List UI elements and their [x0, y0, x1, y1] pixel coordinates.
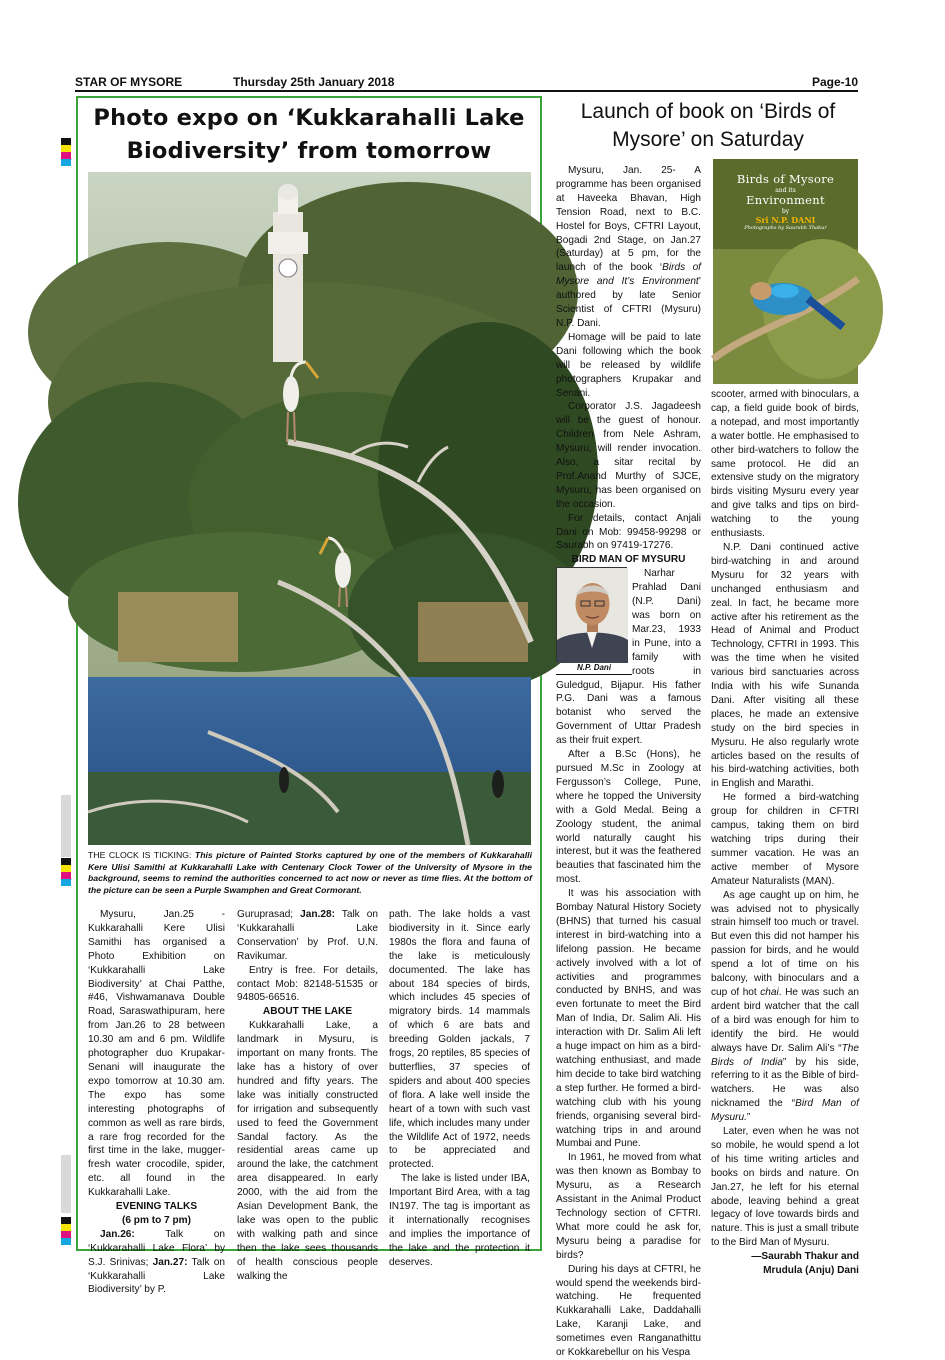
expo-paragraph: Mysuru, Jan.25 - Kukkarahalli Kere Ulisi Samithi has organised a Photo Exhibition on ‘Kukkarahalli Lake Biodiversity’ at Chai Patthe, #46, Vishwamanava Double Road, Saraswathipuram, here from Jan.26 to 28 between 10.30 am and 6 pm. Wildlife photographer duo Krupakar-Senani will inaugurate the expo tomorrow at 10.30 am. The expo has some interesting photographs of common as well as rare birds, a rare frog recorded for the first time in the lake, mugger-fresh water crocodile, spider, etc. all found in the Kukkarahalli Lake.: [88, 909, 225, 1199]
talk-text: Talk on ‘Kukkarahalli Lake Biodiversity’ by P.: [88, 1256, 226, 1296]
expo-paragraph: path. The lake holds a vast biodiversity in it. Since early 1980s the flora and fauna of the lake is meticulously documented. The lake has about 184 species of birds, which includes 45 species of migratory birds. 14 mammals of which 6 are bats and breeding Golden jackals, 7 frogs, 20 reptiles, 85 species of butterflies, 37 species of spiders and about 400 species of flora. A lake well inside the heart of a town with such vast life, which includes many under the Wildlife Act of 1972, needs to be appreciated and protected.: [389, 909, 530, 1171]
book-text: As age caught up on him, he was advised not to physically strain himself too much or travel. But even this did not hamper his passion for birds, and he would spend a lot of time on his balcony, with binoculars and a cup of hot: [711, 889, 859, 998]
portrait-float: [556, 567, 632, 674]
talk-date: Jan.26:: [100, 1228, 135, 1240]
cover-title-line: Environment: [746, 193, 825, 207]
subheading-time: (6 pm to 7 pm): [122, 1214, 191, 1226]
talk-text: Talk on ‘Kukkarahalli Lake Flora’ by S.J. Srinivas;: [88, 1228, 225, 1268]
cover-title-line: Birds of Mysore: [736, 172, 835, 186]
registration-marks-top: [61, 138, 71, 166]
book-column-1: [556, 164, 701, 1360]
author-signature: —Saurabh Thakur and: [751, 1251, 859, 1263]
book-paragraph: Corporator J.S. Jagadeesh will be the guest of honour. Children from Nele Ashram, Mysuru, will render invocation. Also, a sitar recital by Prof.Anand Murthy of SJCE, Mysuru, has been organised on the occasion.: [556, 401, 701, 510]
page-number: Page-10: [811, 75, 858, 89]
cover-title-line: and its: [775, 187, 796, 194]
book-paragraph: Narhar Prahlad Dani (N.P. Dani) was born on Mar.23, 1933 in Pune, into a family with roots in Guledgud, Bijapur. His father P.G. Dani was a famous botanist who served the Government of Uttar Pradesh as their fruit expert.: [556, 568, 701, 747]
expo-column-2: [237, 908, 378, 1283]
book-headline: Launch of book on ‘Birds of Mysore’ on Saturday: [580, 100, 836, 151]
expo-paragraph: Entry is free. For details, contact Mob: 82148-51535 or 94805-66516.: [237, 964, 378, 1004]
cover-photo-credit: Photographs by Saurabh Thakur: [744, 225, 827, 231]
registration-marks-bottom: [61, 1217, 71, 1245]
expo-column-1: [88, 908, 225, 1297]
book-cover: [713, 159, 858, 384]
portrait-caption: N.P. Dani: [556, 662, 632, 675]
expo-headline: Photo expo on ‘Kukkarahalli Lake Biodiversity’ from tomorrow: [93, 105, 525, 164]
book-paragraph: For details, contact Anjali Dani on Mob: 99458-99298 or Saurabh on 97419-17276.: [556, 512, 701, 552]
portrait-photo: [556, 567, 627, 662]
book-paragraph: After a B.Sc (Hons), he pursued M.Sc in Zoology at Fergusson’s College, Pune, where he topped the University with a Gold Medal. Being a Zoology student, the animal world naturally caught his interest, but it was the feathered beauties that fascinated him the most.: [556, 749, 701, 886]
book-text: ”: [746, 1112, 751, 1124]
book-paragraph: [556, 164, 701, 331]
subheading-bird-man: BIRD MAN OF MYSURU: [571, 554, 686, 566]
lake-photo: [88, 172, 531, 845]
expo-paragraph: [237, 908, 378, 964]
book-paragraph: scooter, armed with binoculars, a cap, a field guide book of birds, a notepad, and most importantly a water bottle. He emphasised to other bird-watchers to follow the same protocol. He did an extensive study on the migratory birds visiting Mysuru every year and give talks and tips on bird-watching to the young enthusiasts.: [711, 389, 859, 540]
talk-date: Jan.28:: [300, 909, 335, 920]
subheading-about-lake: ABOUT THE LAKE: [262, 1006, 353, 1018]
caption-lead: THE CLOCK IS TICKING:: [88, 850, 192, 860]
expo-column-3: [389, 908, 530, 1270]
expo-talks-paragraph: [88, 1228, 225, 1298]
book-title-italic: Birds of Mysore and It’s Environment: [556, 262, 701, 288]
book-text: . He was such an ardent bird watcher that the call of a bird was enough for him to identify the bird. He would always have Dr. Salim Ali’s “: [711, 986, 859, 1054]
book-italic: chai: [760, 986, 779, 998]
subheading-evening-talks: EVENING TALKS: [115, 1201, 198, 1213]
book-paragraph: He formed a bird-watching group for children in CFTRI campus, taking them on bird watching trips during their summer vacation. He was an active member of Mysore Amateur Naturalists (MAN).: [711, 792, 859, 887]
author-signature: Mrudula (Anju) Dani: [763, 1265, 859, 1277]
book-paragraph: In 1961, he moved from what was then known as Bombay to Mysuru, as a Research Assistant in the Animal Product Technology section of CFTRI. What more could he ask for, Mysuru being a paradise for birds?: [556, 1152, 701, 1261]
newspaper-name: STAR OF MYSORE: [75, 75, 183, 89]
book-column-2: [711, 388, 859, 1278]
talk-date: Jan.27:: [152, 1256, 188, 1268]
book-italic: Bird Man of Mysuru.: [711, 1098, 859, 1124]
book-paragraph: N.P. Dani continued active bird-watching in and around Mysuru for 32 years with unchanged enthusiasm and zeal. In fact, he became more active after his retirement as the Head of Animal and Product Technology, CFTRI in 1993. This was the time when he visited various bird sanctuaries across India with his wife Sunanda Dani. After visiting all these places, he made an extensive study on the bird species in Mysuru. He also regularly wrote articles based on the results of his bird-watching activities, both in English and Marathi.: [711, 541, 859, 790]
book-italic: The Birds of India: [711, 1042, 859, 1068]
registration-grey-bar: [61, 1155, 71, 1213]
issue-date: Thursday 25th January 2018: [233, 75, 395, 89]
cover-text: [713, 173, 858, 231]
book-paragraph: It was his association with Bombay Natural History Society (BHNS) that turned his casual interest in bird-watching into a lifelong passion. He became actively involved with a lot of activities and programmes conducted by BNHS, and was even fortunate to meet the Bird Man of India, Dr. Salim Ali. His interaction with Dr. Salim Ali left a huge impact on him as a bird-watching enthusiast, and made him decide to take bird watching a step further. He formed a bird-watching club with his young friends, organising several bird-watching trips in and around Mumbai and Pune.: [556, 888, 701, 1150]
talk-text: Talk on ‘Kukkarahalli Lake Conservation’ by Prof. U.N. Ravikumar.: [237, 909, 378, 962]
cover-author: Sri N.P. DANI: [755, 215, 816, 225]
page-masthead: [75, 74, 858, 92]
book-text: Mysuru, Jan. 25- A programme has been organised at Haveeka Bhavan, High Tension Road, next to B.C. Hostel for Boys, CFTRI Layout, Bogadi 2nd Stage, on Jan.27 (Saturday) at 5 pm, for the launch of the book ‘: [556, 165, 701, 274]
expo-paragraph: The lake is listed under IBA, Important Bird Area, with a tag IN197. The tag is important as it internationally recognises and implies the importance of the lake and the protection it deserves.: [389, 1173, 530, 1268]
registration-marks-lower: [61, 858, 71, 886]
registration-grey-bar: [61, 795, 71, 857]
cover-by: by: [781, 208, 790, 215]
book-paragraph: During his days at CFTRI, he would spend the weekends bird-watching. He frequented Kukkarahalli Lake, Daddahalli Lake, Karanji Lake, and sometimes even Ranganathittu or Kokkarebellur on his Vespa: [556, 1263, 701, 1359]
book-paragraph: [711, 889, 859, 1125]
book-paragraph: Homage will be paid to late Dani following which the book will be released by wildlife photographers Krupakar and Senani.: [556, 331, 701, 399]
caption-body: This picture of Painted Storks captured by one of the members of Kukkarahalli Kere Ulisi Samithi at Kukkarahalli Lake with Centenary Clock Tower of the University of Mysore in the background, seems to remind the authorities concerned to act now or never as time flies. At the bottom of the picture can be seen a Purple Swamphen and Great Cormorant.: [88, 850, 533, 895]
photo-caption: [88, 850, 532, 896]
book-paragraph: Later, even when he was not so mobile, he would spend a lot of his time writing articles and books on birds and nature. On Jan.27, he left for his eternal abode, leaving behind a great legacy of love towards birds and nature. This is just a small tribute to the Bird Man of Mysuru.: [711, 1126, 859, 1249]
expo-paragraph: Kukkarahalli Lake, a landmark in Mysuru, is important on many fronts. The lake has a history of over hundred and fifty years. The lake was initially constructed for irrigation and subsequently used to feed the Government Sandal factory. As the residential areas came up around the lake, the catchment area disappeared. In early 2000, with the aid from the Asian Development Bank, the lake was open to the public with walking path and since then the lake sees thousands of health conscious people walking the: [237, 1020, 378, 1282]
talk-text: Guruprasad;: [237, 909, 301, 920]
book-text: ’ authored by late Senior Scientist of CFTRI (Mysuru) N.P. Dani.: [556, 276, 701, 329]
book-text: ” by his side, referring to it as the Bible of bird-watchers. He was also nicknamed the “: [711, 1056, 859, 1110]
